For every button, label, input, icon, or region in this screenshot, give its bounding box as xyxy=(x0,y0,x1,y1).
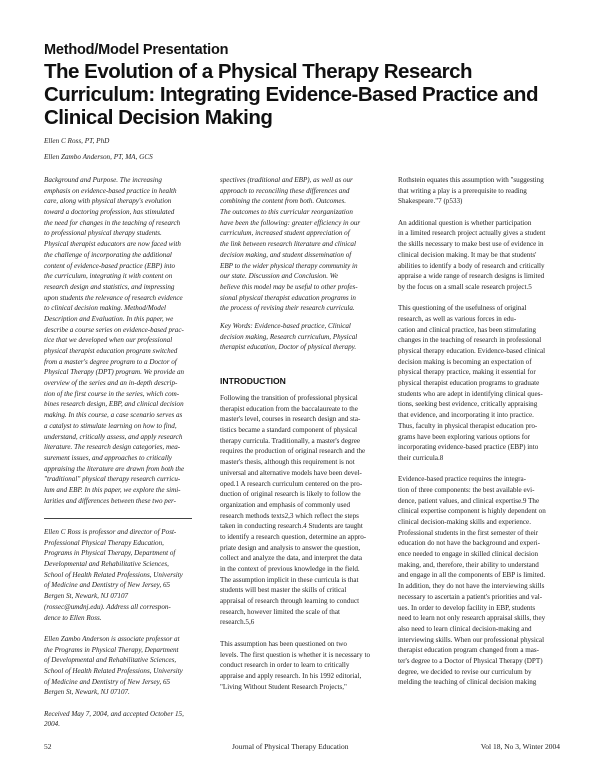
abstract-line: EBP to the wider physical therapy community in xyxy=(220,261,358,270)
body-line: This assumption has been questioned on two xyxy=(220,639,347,648)
body-line: requires the production of original research and the xyxy=(220,447,366,456)
bio-line: Received May 7, 2004, and accepted October 15, xyxy=(44,709,184,718)
body-line: education do not have the background and experi- xyxy=(398,539,541,548)
abstract-line: making. In this course, a case scenario serves as xyxy=(44,411,183,420)
abstract-line: describe a course series on evidence-based prac- xyxy=(44,325,184,334)
bio-line: Professional Physical Therapy Education, xyxy=(44,538,164,547)
abstract-line: to clinical decision making. Method/Model xyxy=(44,304,166,313)
body-line: tions, seeking best evidence, critically appraising xyxy=(398,400,538,409)
author-1: Ellen C Ross, PT, PhD xyxy=(44,137,110,145)
abstract-line: literature. The research design categories, mea- xyxy=(44,443,181,452)
bio-line: Programs in Physical Therapy, Department of xyxy=(44,549,176,558)
body-line: their curricula.8 xyxy=(398,453,444,462)
abstract-line: tice that we developed when our professional xyxy=(44,336,173,345)
abstract-line: the curriculum, integrating it with content on xyxy=(44,272,173,281)
body-line: therapy curricula. Traditionally, a master's degree xyxy=(220,436,361,445)
bio-line: dence to Ellen Ross. xyxy=(44,613,102,622)
abstract-line: have been the following: greater efficiency in our xyxy=(220,218,361,227)
body-line: degree, we decided to revise our curriculum by xyxy=(398,667,532,676)
abstract-line: appraising the literature are drawn from both the xyxy=(44,464,185,473)
body-line: making, and, therefore, their ability to understand xyxy=(398,560,539,569)
abstract-line: combining the content from both. Outcomes. xyxy=(220,197,347,206)
bio-line: Bergen St, Newark, NJ 07107. xyxy=(44,688,130,697)
abstract-line: curriculum, increased student appreciation of xyxy=(220,229,350,238)
body-line: universal and alternative models have been devel- xyxy=(220,468,362,477)
body-line: An additional question is whether participation xyxy=(398,218,532,227)
body-line: research, however limited the scale of that xyxy=(220,607,340,616)
body-line: research.5,6 xyxy=(220,618,255,627)
bio-line: School of Health Related Professions, University xyxy=(44,666,183,675)
bio-line: Bergen St, Newark, NJ 07107 xyxy=(44,592,129,601)
abstract-line: research design and statistics, and impressing xyxy=(44,282,175,291)
abstract-line: Physical Therapy (DPT) program. We provide an xyxy=(44,368,185,377)
body-line: Following the transition of professional physical xyxy=(220,394,358,402)
abstract-line: Description and Evaluation. In this paper, we xyxy=(44,314,174,323)
body-line: clinical decision-making skills and experience. xyxy=(398,518,531,526)
abstract-line: the link between research literature and clinical xyxy=(220,240,356,249)
abstract-line: bines research design, EBP, and clinical decision xyxy=(44,400,184,409)
abstract-line: larities and differences between these two per- xyxy=(44,496,176,505)
body-line: need to learn not only research appraisal skills, they xyxy=(398,614,546,623)
body-line: tistics became a standard component of physical xyxy=(220,426,358,435)
article-kicker: Method/Model Presentation xyxy=(44,42,229,58)
body-line: decision making is becoming an expectation of xyxy=(398,357,532,366)
bio-line xyxy=(44,623,202,634)
bio-line: 2004. xyxy=(44,720,60,729)
body-line: conduct research in order to learn to critically xyxy=(220,661,350,670)
keywords-line: therapist education, Doctor of physical therapy. xyxy=(220,343,357,352)
bio-line: School of Health Related Professions, University xyxy=(44,570,183,579)
abstract-line: content of evidence-based practice (EBP) into xyxy=(44,261,175,270)
page-number: 52 xyxy=(44,742,52,751)
bio-line: Ellen C Ross is professor and director of Post- xyxy=(44,528,177,536)
abstract-line: upon students the relevance of research evidence xyxy=(44,293,183,302)
abstract-line: care, along with physical therapy's evolution xyxy=(44,197,172,206)
body-line: and engage in all the components of EBP is limited. xyxy=(398,571,546,580)
body-line: physical therapist education programs to graduate xyxy=(398,379,540,388)
introduction-body xyxy=(220,393,388,692)
body-line: necessary to ascertain a patient's priorities and val- xyxy=(398,592,543,601)
bio-line: (rossec@umdnj.edu). Address all correspon- xyxy=(44,602,171,611)
body-line: students will best master the skills of critical xyxy=(220,586,347,595)
body-line: Shakespeare."7 (p533) xyxy=(398,197,463,206)
column-2 xyxy=(220,175,388,692)
abstract-line: to professional physical therapy students. xyxy=(44,229,162,238)
body-line: organization and emphasis of commonly used xyxy=(220,500,351,509)
body-line: that evidence, and incorporating it into practice. xyxy=(398,411,534,420)
bio-line xyxy=(44,698,202,709)
abstract-line: the need for changes in the teaching of research xyxy=(44,218,181,227)
body-line: in the context of previous knowledge in the field. xyxy=(220,565,360,573)
body-line: Rothstein equates this assumption with "suggesting xyxy=(398,176,544,184)
abstract-line: toward a doctoring profession, has stimulated xyxy=(44,208,175,217)
body-line xyxy=(398,207,564,218)
body-line: research, as well as various forces in edu- xyxy=(398,314,517,323)
body-line: master's level, courses in research design and sta- xyxy=(220,415,361,424)
body-line xyxy=(398,464,564,475)
title-line: Curriculum: Integrating Evidence-Based Practice and xyxy=(44,83,538,106)
author-2: Ellen Zambo Anderson, PT, MA, GCS xyxy=(44,153,153,161)
keywords-line: decision making, Research curriculum, Physical xyxy=(220,332,358,341)
body-line: collect and analyze the data, and interpret the data xyxy=(220,554,362,563)
abstract-line: from a master's degree program to a Doctor of xyxy=(44,357,177,366)
body-line: Thus, faculty in physical therapist education pro- xyxy=(398,421,538,430)
body-line: levels. The first question is whether it is necessary to xyxy=(220,650,370,659)
abstract-line: physical therapist education program switched xyxy=(44,347,178,355)
abstract-line: believe this model may be useful to other profes- xyxy=(220,282,358,291)
bio-line: Ellen Zambo Anderson is associate professor at xyxy=(44,634,180,643)
body-line: In addition, they do not have the interviewing skills xyxy=(398,582,545,591)
body-line: physical therapy education. Evidence-based clinical xyxy=(398,347,546,355)
abstract-column-1 xyxy=(44,175,202,506)
title-line: The Evolution of a Physical Therapy Research xyxy=(44,60,472,83)
journal-name: Journal of Physical Therapy Education xyxy=(232,742,349,751)
body-line: melding the teaching of clinical decision making xyxy=(398,678,537,687)
article-title xyxy=(44,60,564,129)
body-line: to identify a research question, determine an appro- xyxy=(220,532,367,541)
bio-line: of Medicine and Dentistry of New Jersey, 65 xyxy=(44,581,171,590)
body-line: ter's degree to a Doctor of Physical Therapy (DPT) xyxy=(398,656,543,665)
body-line: master's thesis, although this requirement is not xyxy=(220,458,355,467)
body-line: appraisal of research through learning to conduct xyxy=(220,597,360,606)
abstract-line: surement issues, and approaches to critically xyxy=(44,453,172,462)
body-line: This questioning of the usefulness of original xyxy=(398,304,527,313)
body-line: incorporating evidence-based practice (EBP) into xyxy=(398,443,539,452)
abstract-line: "traditional" physical therapy research curricu- xyxy=(44,475,181,484)
body-line: physical therapy practice, making it essential for xyxy=(398,368,536,377)
abstract-line: spectives (traditional and EBP), as well as our xyxy=(220,176,353,184)
body-line: "Living Without Student Research Projects," xyxy=(220,682,347,691)
body-line: taken in conducting research.4 Students are taught xyxy=(220,522,363,531)
body-line: clinical expertise component is highly dependent on xyxy=(398,507,546,516)
body-line: by the focus on a small scale research project.5 xyxy=(398,282,532,291)
body-line: also need to learn clinical decision-making and xyxy=(398,624,532,633)
column-3 xyxy=(398,175,564,688)
body-line: cation and clinical practice, has been stimulating xyxy=(398,325,537,334)
abstract-line: Background and Purpose. The increasing xyxy=(44,176,162,184)
bio-line: the Programs in Physical Therapy, Department xyxy=(44,645,179,654)
body-line: grams have been exploring various options for xyxy=(398,432,530,441)
bio-line: of Developmental and Rehabilitative Sciences, xyxy=(44,656,177,665)
body-line: Professional students in the first semester of their xyxy=(398,528,539,537)
body-line: appraise a wide range of research designs is limited xyxy=(398,272,545,281)
body-line: ence needed to engage in skilled clinical decision xyxy=(398,550,539,559)
body-line: dence, patient values, and clinical expertise.9 The xyxy=(398,496,540,505)
abstract-line: overview of the series and an in-depth descrip- xyxy=(44,379,178,388)
body-line: The assumption implicit in these curricula is that xyxy=(220,575,359,584)
body-line: abilities to identify a body of research and critically xyxy=(398,261,545,270)
abstract-line: decision making, and student dissemination of xyxy=(220,250,352,259)
body-line xyxy=(398,293,564,304)
abstract-continued xyxy=(220,175,388,314)
volume-info: Vol 18, No 3, Winter 2004 xyxy=(480,742,560,751)
body-line: Evidence-based practice requires the integra- xyxy=(398,475,527,484)
keywords xyxy=(220,321,388,353)
abstract-line: a catalyst to stimulate learning on how to find, xyxy=(44,421,177,430)
author-bios xyxy=(44,527,202,730)
body-line: tion of three components: the best available evi- xyxy=(398,485,535,494)
abstract-line: emphasis on evidence-based practice in health xyxy=(44,186,177,195)
abstract-line: sional physical therapist education programs in xyxy=(220,293,356,302)
body-line: that writing a play is a prerequisite to reading xyxy=(398,186,527,195)
body-line: the skills necessary to make best use of evidence in xyxy=(398,240,544,249)
abstract-line: Physical therapist educators are now faced with xyxy=(44,240,181,249)
abstract-line: tion of the first course in the series, which com- xyxy=(44,389,180,398)
title-line: Clinical Decision Making xyxy=(44,106,273,129)
body-line: therapist education program changed from a mas- xyxy=(398,646,540,655)
abstract-line: The outcomes to this curricular reorganization xyxy=(220,208,353,217)
bio-line: of Medicine and Dentistry of New Jersey, 65 xyxy=(44,677,171,686)
abstract-line: the challenge of incorporating the additional xyxy=(44,250,172,259)
abstract-line: the process of revising their research curricula. xyxy=(220,304,355,313)
bio-separator xyxy=(44,518,192,519)
body-line: interviewing skills. When our professional physical xyxy=(398,635,545,644)
body-line xyxy=(220,628,388,639)
body-line: oped.1 A research curriculum centered on the pro- xyxy=(220,479,363,488)
abstract-line: our state. Discussion and Conclusion. We xyxy=(220,272,339,281)
abstract-line: approach to reconciling these differences and xyxy=(220,186,350,195)
body-line: ues. In order to develop facility in EBP, students xyxy=(398,603,536,612)
body-line: priate design and analysis to answer the question, xyxy=(220,543,361,552)
body-line: duction of original research is likely to follow the xyxy=(220,490,361,499)
body-line: clinical decision making. It may be that students' xyxy=(398,250,537,259)
abstract-line: understand, critically assess, and apply research xyxy=(44,432,183,441)
body-line: in a limited research project actually gives a student xyxy=(398,229,546,238)
body-line: research methods texts2,3 which reflect the steps xyxy=(220,511,359,520)
body-line: appraise and apply research. In his 1992 editorial, xyxy=(220,671,362,680)
introduction-heading: INTRODUCTION xyxy=(220,376,286,386)
body-line: changes in the teaching of research in professional xyxy=(398,336,542,345)
body-line: students who are adept in identifying clinical ques- xyxy=(398,389,543,398)
body-line: therapist education from the baccalaureate to the xyxy=(220,404,358,413)
abstract-line: lum and EBP. In this paper, we explore the simi- xyxy=(44,485,181,494)
bio-line: Developmental and Rehabilitative Sciences, xyxy=(44,560,169,569)
keywords-line: Key Words: Evidence-based practice, Clinical xyxy=(220,321,351,330)
